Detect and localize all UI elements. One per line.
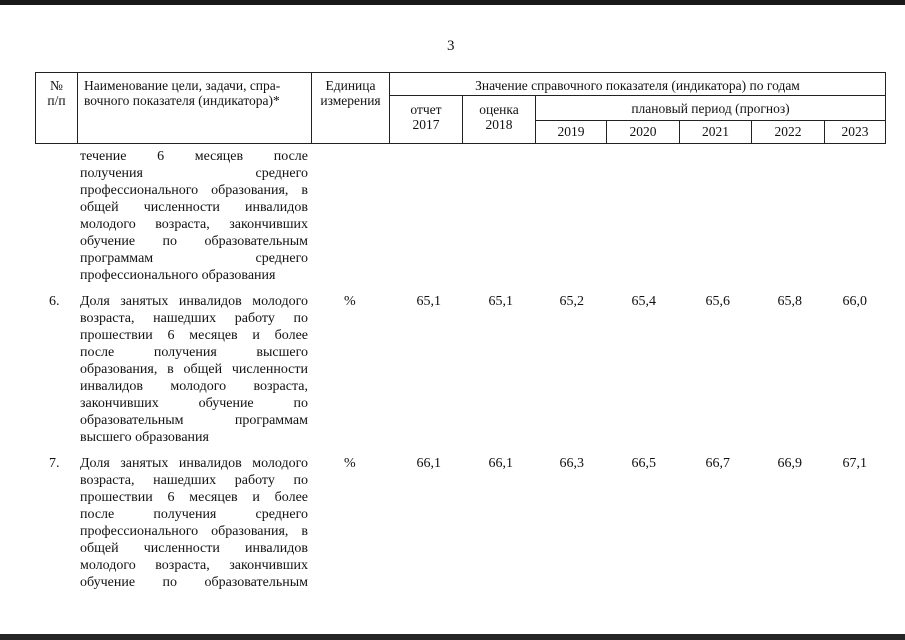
row-7-name-line: профессионального образования, в [80, 524, 308, 539]
row-7-unit: % [344, 456, 356, 471]
row-7-name-line: Доля занятых инвалидов молодого [80, 456, 308, 471]
row-7-value-2020: 66,5 [631, 456, 656, 471]
row-7-name-line: возраста, нашедших работу по [80, 473, 308, 488]
row-7-name-line: после получения среднего [80, 507, 308, 522]
top-border [0, 0, 905, 5]
row-6-value-2020: 65,4 [631, 294, 656, 309]
header-col-number [35, 72, 78, 144]
row-6-value-2021: 65,6 [705, 294, 730, 309]
row-7-name-line: общей численности инвалидов [80, 541, 308, 556]
bottom-border [0, 634, 905, 640]
row-7-value-2019: 66,3 [559, 456, 584, 471]
header-year-2019: 2019 [536, 121, 607, 144]
header-report-2017 [390, 96, 463, 144]
row-7-name-line: прошествии 6 месяцев и более [80, 490, 308, 505]
header-name-line2: вочного показателя (индикатора)* [84, 93, 280, 108]
row-6-name-line: Доля занятых инвалидов молодого [80, 294, 308, 309]
row-7-name [80, 455, 308, 591]
header-unit-line1: Единица [325, 78, 376, 93]
continuation-text [80, 148, 308, 284]
row-6-value-2018: 65,1 [488, 294, 513, 309]
header-estimate-label: оценка [479, 102, 519, 117]
row-6-name-line: после получения высшего [80, 345, 308, 360]
row-6-value-2019: 65,2 [559, 294, 584, 309]
header-estimate-year: 2018 [485, 117, 513, 132]
header-name-line1: Наименование цели, задачи, спра- [84, 78, 281, 93]
row-7-name-line: молодого возраста, закончивших [80, 558, 308, 573]
row-6-value-2017: 65,1 [416, 294, 441, 309]
continuation-line: программам среднего [80, 251, 308, 266]
header-estimate-2018 [463, 96, 536, 144]
header-number-line2: п/п [47, 93, 66, 108]
header-year-2021: 2021 [680, 121, 752, 144]
page-number: 3 [447, 38, 455, 54]
row-6-unit: % [344, 294, 356, 309]
continuation-line: молодого возраста, закончивших [80, 217, 308, 232]
row-6-name [80, 293, 308, 446]
header-planned-period: плановый период (прогноз) [536, 96, 886, 121]
row-7-value-2017: 66,1 [416, 456, 441, 471]
header-year-2020: 2020 [607, 121, 680, 144]
row-7-number: 7. [49, 456, 60, 471]
header-group-title: Значение справочного показателя (индикатора) по годам [390, 72, 886, 96]
header-report-label: отчет [410, 102, 442, 117]
row-6-number: 6. [49, 294, 60, 309]
row-7-name-line: обучение по образовательным [80, 575, 308, 590]
continuation-line: профессионального образования [80, 268, 276, 283]
continuation-line: получения среднего [80, 166, 308, 181]
header-col-unit [312, 72, 390, 144]
row-6-name-line: высшего образования [80, 430, 209, 445]
row-6-name-line: инвалидов молодого возраста, [80, 379, 308, 394]
row-6-value-2023: 66,0 [842, 294, 867, 309]
header-year-2023: 2023 [825, 121, 886, 144]
row-6-value-2022: 65,8 [777, 294, 802, 309]
row-7-value-2023: 67,1 [842, 456, 867, 471]
row-7-value-2018: 66,1 [488, 456, 513, 471]
header-col-name [78, 72, 312, 144]
header-number-line1: № [50, 78, 63, 93]
row-6-name-line: образования, в общей численности [80, 362, 308, 377]
row-6-name-line: образовательным программам [80, 413, 308, 428]
row-6-name-line: закончивших обучение по [80, 396, 308, 411]
header-year-2022: 2022 [752, 121, 825, 144]
header-unit-line2: измерения [320, 93, 381, 108]
continuation-line: профессионального образования, в [80, 183, 308, 198]
continuation-line: течение 6 месяцев после [80, 149, 308, 164]
continuation-line: общей численности инвалидов [80, 200, 308, 215]
row-6-name-line: возраста, нашедших работу по [80, 311, 308, 326]
row-6-name-line: прошествии 6 месяцев и более [80, 328, 308, 343]
header-report-year: 2017 [412, 117, 440, 132]
row-7-value-2021: 66,7 [705, 456, 730, 471]
row-7-value-2022: 66,9 [777, 456, 802, 471]
continuation-line: обучение по образовательным [80, 234, 308, 249]
